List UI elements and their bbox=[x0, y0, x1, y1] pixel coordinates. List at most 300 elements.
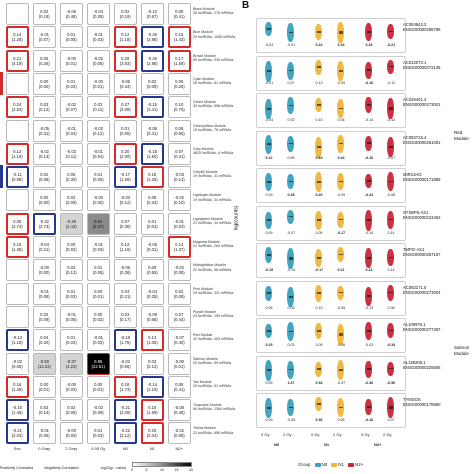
cell-correlation: -0.05 bbox=[39, 125, 50, 131]
cell-correlation: -0.00 bbox=[93, 78, 104, 84]
cell-correlation: 0.02 bbox=[67, 195, 76, 201]
cell-correlation: -0.01 bbox=[39, 288, 50, 294]
cell-pvalue: (2.98) bbox=[146, 60, 158, 66]
correlation-value: 0.94 bbox=[315, 380, 323, 385]
cell-correlation: 0.29 bbox=[121, 55, 130, 61]
heatmap-cell bbox=[60, 306, 83, 328]
heatmap-cell bbox=[168, 236, 191, 258]
heatmap-cell bbox=[168, 259, 191, 281]
cell-correlation: -0.21 bbox=[120, 405, 131, 411]
cell-pvalue: (0.66) bbox=[146, 316, 158, 322]
cell-correlation: 0.03 bbox=[148, 358, 157, 364]
trait-label: N1 bbox=[149, 446, 155, 451]
heatmap-cell bbox=[6, 26, 29, 48]
cell-pvalue: (0.11) bbox=[65, 153, 77, 159]
cell-pvalue: (0.03) bbox=[92, 433, 104, 439]
cell-correlation: -0.04 bbox=[147, 288, 158, 294]
legend-scale: -log10(p - value) bbox=[100, 466, 127, 470]
cell-correlation: 0.02 bbox=[67, 405, 76, 411]
gene-label: TYMSOS ENSG00000176890 bbox=[403, 397, 441, 407]
cell-pvalue: (0.12) bbox=[119, 200, 131, 206]
correlation-value: -0.07 bbox=[386, 155, 396, 160]
x-tick-label: 0 Gy bbox=[261, 432, 270, 437]
correlation-value: -0.07 bbox=[336, 380, 346, 385]
cell-pvalue: (0.02) bbox=[65, 386, 77, 392]
gene-label: TMPO-AS1 ENSG00000257167 bbox=[403, 247, 441, 257]
cell-correlation: -0.02 bbox=[93, 125, 104, 131]
violin-plot bbox=[265, 212, 272, 229]
correlation-value: 0.13 bbox=[315, 80, 323, 85]
heatmap-row bbox=[0, 2, 236, 27]
heatmap-row bbox=[0, 258, 236, 283]
violin-plot bbox=[265, 360, 272, 381]
gene-row bbox=[256, 356, 406, 391]
correlation-value: 0.02 bbox=[287, 118, 295, 122]
correlation-value: -0.14 bbox=[364, 230, 374, 235]
correlation-value: -0.16 bbox=[364, 155, 374, 160]
cell-correlation: 0.01 bbox=[67, 32, 76, 38]
violin-plot bbox=[387, 137, 394, 157]
cell-pvalue: (0.02) bbox=[92, 316, 104, 322]
heatmap-cell bbox=[6, 166, 29, 188]
gene-row bbox=[256, 318, 406, 353]
cell-pvalue: (0.02) bbox=[65, 247, 77, 252]
cell-pvalue: (0.06) bbox=[119, 363, 131, 369]
cell-correlation: -0.18 bbox=[120, 335, 131, 341]
heatmap-cell bbox=[141, 166, 164, 188]
cell-correlation: -0.06 bbox=[66, 9, 77, 14]
cell-pvalue: (0.20) bbox=[38, 340, 50, 346]
gene-label: AC084943.2 ENSG00000258788 bbox=[403, 22, 441, 32]
heatmap-cell bbox=[141, 306, 164, 328]
heatmap-cell bbox=[87, 283, 110, 305]
heatmap-cell bbox=[87, 73, 110, 95]
heatmap-row bbox=[0, 188, 236, 213]
violin-plot bbox=[387, 60, 394, 74]
heatmap-cell bbox=[87, 3, 110, 25]
cell-pvalue: (0.13) bbox=[65, 270, 77, 276]
heatmap-cell bbox=[6, 259, 29, 281]
violin-plot bbox=[365, 136, 372, 151]
cell-pvalue: (0.05) bbox=[65, 316, 77, 322]
cell-pvalue: (22.51) bbox=[91, 363, 105, 369]
heatmap-cell bbox=[6, 120, 29, 142]
correlation-value: 0.06 bbox=[337, 118, 345, 122]
cell-correlation: -0.01 bbox=[93, 148, 104, 154]
correlation-value: 0.03 bbox=[287, 343, 295, 347]
trait-label: 0 Gray bbox=[38, 446, 51, 451]
cell-correlation: 0.01 bbox=[67, 335, 76, 341]
cell-correlation: -0.16 bbox=[147, 148, 158, 154]
correlation-value: 0.14 bbox=[387, 230, 395, 235]
violin-plot bbox=[287, 174, 294, 189]
cell-pvalue: (0.14) bbox=[38, 410, 50, 416]
violin-plot bbox=[365, 174, 372, 188]
violin-plot bbox=[265, 22, 272, 36]
cell-correlation: -0.03 bbox=[174, 172, 185, 178]
violin-plot bbox=[287, 287, 294, 307]
violin-plot bbox=[287, 97, 294, 114]
cell-pvalue: (2.43) bbox=[65, 223, 77, 229]
heatmap-cell bbox=[60, 3, 83, 25]
heatmap-cell bbox=[141, 422, 164, 444]
heatmap-cell bbox=[141, 73, 164, 95]
cell-correlation: -0.00 bbox=[66, 55, 77, 61]
heatmap-cell bbox=[60, 189, 83, 211]
heatmap-cell bbox=[87, 422, 110, 444]
violin-plot bbox=[287, 62, 294, 80]
cell-correlation: 0.02 bbox=[121, 9, 130, 14]
heatmap-cell bbox=[114, 236, 137, 258]
module-label: Lightcyan Module 19 lncRNAs, 34 mRNAs bbox=[193, 193, 232, 202]
correlation-value: -0.09 bbox=[336, 80, 346, 85]
cell-pvalue: (2.09) bbox=[119, 410, 131, 416]
heatmap-cell bbox=[6, 213, 29, 235]
cell-correlation: 0.17 bbox=[175, 55, 184, 61]
heatmap-cell bbox=[6, 96, 29, 118]
heatmap-cell bbox=[114, 120, 137, 142]
cell-correlation: -0.01 bbox=[66, 311, 77, 317]
heatmap-cell bbox=[87, 236, 110, 258]
heatmap-cell bbox=[6, 399, 29, 421]
cell-pvalue: (0.00) bbox=[92, 200, 104, 206]
violin-plot bbox=[265, 398, 272, 418]
cell-pvalue: (0.17) bbox=[119, 316, 131, 322]
heatmap-cell bbox=[60, 50, 83, 72]
cell-correlation: 0.14 bbox=[13, 32, 22, 38]
heatmap-cell bbox=[87, 399, 110, 421]
cell-pvalue: (0.28) bbox=[92, 14, 104, 19]
cell-correlation: 0.01 bbox=[121, 125, 130, 131]
cell-correlation: -0.16 bbox=[12, 405, 23, 411]
cell-pvalue: (0.03) bbox=[65, 293, 77, 299]
correlation-value: -0.24 bbox=[364, 193, 374, 197]
cell-correlation: 0.02 bbox=[148, 78, 157, 84]
trait-label: 0.05 Gy bbox=[91, 446, 106, 451]
gradient-tick: 0 bbox=[131, 468, 133, 472]
violin-plot bbox=[287, 23, 294, 42]
module-label: Salmon Module 20 lncRNAs, 59 mRNAs bbox=[193, 356, 232, 365]
correlation-value: 0.24 bbox=[315, 155, 323, 160]
cell-correlation: -0.10 bbox=[147, 9, 158, 14]
cell-pvalue: (1.37) bbox=[173, 247, 185, 252]
correlation-value: 0.14 bbox=[387, 268, 395, 272]
cell-pvalue: (0.00) bbox=[65, 433, 77, 439]
heatmap-row bbox=[0, 328, 236, 353]
heatmap-cell bbox=[6, 3, 29, 25]
cell-pvalue: (2.53) bbox=[11, 107, 23, 113]
cell-pvalue: (0.05) bbox=[38, 433, 50, 439]
correlation-value: -0.21 bbox=[386, 43, 396, 47]
module-label: Grey60 Module 19 lncRNAs, 31 mRNAs bbox=[193, 170, 232, 179]
cell-pvalue: (0.41) bbox=[173, 153, 185, 159]
cell-correlation: 0.00 bbox=[40, 78, 49, 84]
cell-correlation: 0.21 bbox=[13, 55, 22, 61]
heatmap-cell bbox=[168, 353, 191, 375]
correlation-value: 0.25 bbox=[265, 343, 273, 347]
correlation-value: -0.01 bbox=[264, 80, 274, 85]
violin-plot bbox=[315, 323, 322, 339]
cell-pvalue: (0.34) bbox=[146, 200, 158, 206]
cell-pvalue: (1.18) bbox=[11, 340, 23, 346]
heatmap-cell bbox=[114, 329, 137, 351]
heatmap-cell bbox=[114, 259, 137, 281]
violin-plot bbox=[387, 285, 394, 301]
pvalue-gradient bbox=[132, 462, 192, 467]
heatmap-cell bbox=[114, 166, 137, 188]
violin-plot bbox=[315, 60, 322, 75]
cell-pvalue: (0.00) bbox=[38, 83, 50, 89]
cell-pvalue: (1.46) bbox=[11, 386, 23, 392]
trait-label: 2 Gray bbox=[65, 446, 78, 451]
cell-pvalue: (0.04) bbox=[146, 223, 158, 229]
heatmap-cell bbox=[168, 283, 191, 305]
heatmap-cell bbox=[33, 353, 56, 375]
group-legend-title: Group bbox=[298, 462, 311, 467]
heatmap-cell bbox=[114, 213, 137, 235]
cell-correlation: 0.08 bbox=[148, 265, 157, 271]
gene-label: AC012073.1 ENSG00000272145 bbox=[403, 59, 441, 70]
violin-plot bbox=[315, 137, 322, 158]
violin-plot bbox=[315, 211, 322, 230]
heatmap-row bbox=[0, 142, 236, 167]
cell-correlation: -0.26 bbox=[147, 32, 158, 38]
cell-correlation: -0.01 bbox=[174, 218, 185, 224]
cell-pvalue: (0.04) bbox=[65, 340, 77, 346]
correlation-value: -0.56 bbox=[386, 380, 396, 385]
cell-pvalue: (1.59) bbox=[173, 60, 185, 66]
heatmap-cell bbox=[168, 189, 191, 211]
gene-row bbox=[256, 131, 406, 166]
cell-correlation: 0.27 bbox=[121, 102, 130, 108]
heatmap-cell bbox=[87, 259, 110, 281]
cell-correlation: -0.03 bbox=[120, 195, 131, 201]
violin-plot bbox=[265, 135, 272, 154]
cell-correlation: -0.02 bbox=[66, 102, 77, 108]
violin-plot bbox=[315, 397, 322, 411]
x-tick-label: 0 Gy bbox=[361, 432, 370, 437]
heatmap-cell bbox=[114, 73, 137, 95]
cell-pvalue: (1.19) bbox=[11, 153, 23, 159]
violin-plot bbox=[337, 247, 344, 262]
heatmap-cell bbox=[114, 353, 137, 375]
heatmap-cell bbox=[114, 283, 137, 305]
cell-correlation: -0.14 bbox=[147, 381, 158, 387]
cell-pvalue: (0.11) bbox=[92, 107, 104, 113]
gene-row bbox=[256, 18, 406, 53]
cell-pvalue: (2.00) bbox=[119, 153, 131, 159]
cell-correlation: 0.08 bbox=[175, 9, 184, 14]
x-tick-label: 0 Gy bbox=[311, 432, 320, 437]
cell-pvalue: (0.40) bbox=[173, 340, 185, 346]
heatmap-cell bbox=[33, 236, 56, 258]
correlation-value: -0.17 bbox=[336, 230, 346, 235]
violin-plot bbox=[315, 362, 322, 377]
heatmap-row bbox=[0, 212, 236, 237]
heatmap-cell bbox=[114, 399, 137, 421]
violin-plot bbox=[337, 99, 344, 118]
legend-pos: Positively Correlated bbox=[0, 466, 33, 470]
cell-pvalue: (0.08) bbox=[38, 177, 50, 183]
heatmap-cell bbox=[168, 26, 191, 48]
cell-pvalue: (0.44) bbox=[173, 316, 185, 322]
cell-correlation: -0.01 bbox=[39, 428, 50, 434]
x-tick-label: 2 Gy bbox=[383, 432, 392, 437]
violin-plot bbox=[387, 211, 394, 229]
correlation-value: -0.14 bbox=[286, 268, 296, 272]
cell-correlation: -0.04 bbox=[93, 9, 104, 14]
group-legend-item-n0: N0 bbox=[315, 462, 328, 467]
heatmap-cell bbox=[60, 73, 83, 95]
heatmap-cell bbox=[168, 422, 191, 444]
heatmap-cell bbox=[33, 422, 56, 444]
cell-pvalue: (0.04) bbox=[92, 153, 104, 159]
heatmap-cell bbox=[87, 376, 110, 398]
module-group-label: Red Module bbox=[454, 130, 469, 141]
heatmap-cell bbox=[114, 376, 137, 398]
module-label: Lightgreen Module 21 lncRNAs, 34 mRNAs bbox=[193, 216, 232, 225]
cell-pvalue: (0.55) bbox=[146, 270, 158, 276]
correlation-value: 1.67 bbox=[287, 380, 295, 385]
correlation-value: 0.36 bbox=[315, 418, 323, 422]
heatmap-cell bbox=[6, 422, 29, 444]
module-group-label: Salmon Module bbox=[454, 345, 470, 356]
heatmap-cell bbox=[60, 353, 83, 375]
heatmap-cell bbox=[33, 50, 56, 72]
heatmap-row bbox=[0, 375, 236, 400]
cell-correlation: 0.00 bbox=[40, 381, 49, 387]
module-label: Tan Module 20 lncRNAs, 51 mRNAs bbox=[193, 379, 232, 389]
gene-row bbox=[256, 93, 406, 128]
cell-pvalue: (0.98) bbox=[11, 177, 23, 183]
heatmap-cell bbox=[33, 166, 56, 188]
correlation-value: 0.24 bbox=[337, 43, 345, 47]
violin-plot bbox=[337, 173, 344, 190]
correlation-value: 0.09 bbox=[265, 193, 273, 197]
heatmap-cell bbox=[60, 143, 83, 165]
cell-pvalue: (0.34) bbox=[119, 83, 131, 89]
gene-label: AL158206.1 ENSG00000225606 bbox=[403, 359, 441, 370]
cell-correlation: -0.00 bbox=[66, 381, 77, 387]
heatmap-cell bbox=[168, 329, 191, 351]
cell-pvalue: (0.41) bbox=[146, 130, 158, 136]
group-legend bbox=[298, 462, 363, 467]
cell-correlation: 0.06 bbox=[148, 195, 157, 201]
violin-plot bbox=[337, 22, 344, 43]
cell-pvalue: (0.06) bbox=[92, 270, 104, 276]
cell-correlation: -0.21 bbox=[12, 428, 23, 434]
cell-pvalue: (0.13) bbox=[173, 177, 185, 183]
cell-correlation: 0.07 bbox=[175, 148, 184, 154]
heatmap-row bbox=[0, 235, 236, 260]
correlation-value: -0.17 bbox=[314, 268, 324, 272]
heatmap-row bbox=[0, 421, 236, 446]
cell-pvalue: (0.09) bbox=[146, 83, 158, 89]
cell-correlation: 0.01 bbox=[94, 428, 103, 434]
cell-correlation: 0.07 bbox=[175, 311, 184, 317]
cell-pvalue: (0.09) bbox=[38, 316, 50, 322]
cell-correlation: 0.24 bbox=[13, 102, 22, 108]
correlation-value: -0.03 bbox=[264, 43, 274, 47]
cell-correlation: 0.13 bbox=[148, 335, 157, 341]
cell-correlation: 0.05 bbox=[175, 78, 184, 84]
cell-correlation: 0.09 bbox=[175, 125, 184, 131]
cell-pvalue: (0.07) bbox=[65, 107, 77, 113]
heatmap-cell bbox=[168, 376, 191, 398]
violin-plot bbox=[387, 362, 394, 376]
heatmap-cell bbox=[60, 376, 83, 398]
heatmap-row bbox=[0, 95, 236, 120]
correlation-value: 0.06 bbox=[387, 305, 395, 310]
heatmap-cell bbox=[114, 306, 137, 328]
cell-pvalue: (1.43) bbox=[173, 37, 185, 43]
heatmap-cell bbox=[87, 353, 110, 375]
cell-pvalue: (0.41) bbox=[173, 386, 185, 392]
violin-plot bbox=[265, 61, 272, 82]
cell-correlation: 0.01 bbox=[148, 218, 157, 224]
violin-plot bbox=[387, 249, 394, 266]
cell-pvalue: (0.46) bbox=[173, 410, 185, 416]
group-legend-item-n1: N1 bbox=[331, 462, 344, 467]
gene-row bbox=[256, 206, 406, 241]
cell-correlation: 0.16 bbox=[13, 381, 22, 387]
cell-pvalue: (3.09) bbox=[119, 107, 131, 113]
violin-plot bbox=[315, 172, 322, 192]
cell-correlation: 0.00 bbox=[94, 381, 103, 387]
cell-pvalue: (0.05) bbox=[92, 177, 104, 183]
legend-neg: Negatively Correlated bbox=[44, 466, 79, 470]
heatmap-cell bbox=[6, 73, 29, 95]
heatmap-cell bbox=[168, 213, 191, 235]
violin-plot bbox=[337, 61, 344, 81]
correlation-value: -0.13 bbox=[364, 305, 374, 310]
heatmap-cell bbox=[141, 26, 164, 48]
cell-pvalue: (8.37) bbox=[92, 223, 104, 229]
correlation-value: -0.06 bbox=[336, 343, 346, 347]
violin-plot bbox=[265, 247, 272, 263]
heatmap-cell bbox=[168, 50, 191, 72]
module-label: Yellow Module 23 lncRNAs, 658 mRNAs bbox=[193, 426, 234, 435]
cell-correlation: 0.10 bbox=[175, 102, 184, 108]
cell-pvalue: (0.12) bbox=[38, 107, 50, 113]
violin-plot bbox=[387, 397, 394, 418]
cell-correlation: -0.11 bbox=[12, 172, 22, 178]
heatmap-row bbox=[0, 305, 236, 330]
heatmap-cell bbox=[141, 376, 164, 398]
violin-plot bbox=[337, 135, 344, 153]
heatmap-cell bbox=[60, 283, 83, 305]
cell-pvalue: (0.03) bbox=[92, 37, 104, 43]
cell-pvalue: (0.38) bbox=[119, 223, 131, 229]
violin-plot bbox=[365, 23, 372, 41]
violin-plot bbox=[287, 136, 294, 152]
violin-plot bbox=[365, 399, 372, 415]
cell-pvalue: (0.01) bbox=[92, 386, 104, 392]
heatmap-cell bbox=[60, 329, 83, 351]
heatmap-cell bbox=[141, 120, 164, 142]
cell-pvalue: (0.00) bbox=[38, 200, 50, 206]
heatmap-row bbox=[0, 352, 236, 377]
x-tick-label: 2 Gy bbox=[283, 432, 292, 437]
cell-pvalue: (0.01) bbox=[38, 386, 50, 392]
gene-row bbox=[256, 281, 406, 316]
violin-plot bbox=[337, 286, 344, 300]
heatmap-cell bbox=[141, 3, 164, 25]
heatmap-cell bbox=[6, 50, 29, 72]
heatmap-cell bbox=[33, 26, 56, 48]
violin-plot bbox=[365, 97, 372, 113]
heatmap-cell bbox=[168, 306, 191, 328]
